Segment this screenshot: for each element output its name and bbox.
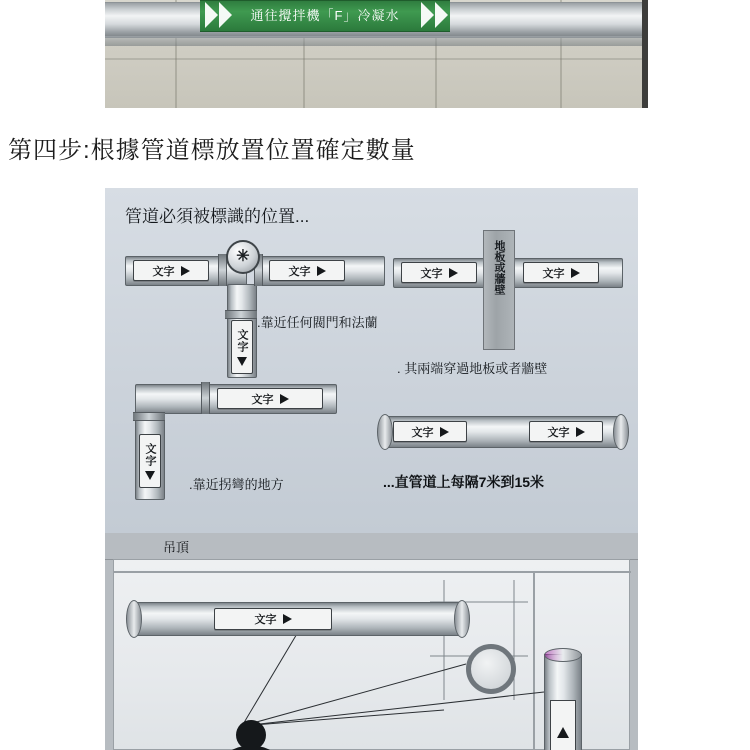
flow-arrow-icon (421, 2, 434, 28)
pipe-marker-tag (529, 421, 603, 442)
pipe-sleeve-icon (466, 644, 516, 694)
note-wall: . 其兩端穿過地板或者牆壁 (397, 361, 548, 376)
flow-arrow-icon (219, 2, 232, 28)
arrow-right-icon (181, 266, 190, 276)
tag-text: 文字 (547, 426, 570, 439)
wall-horizontal-line (105, 58, 648, 60)
tag-text: 文字 (236, 328, 248, 353)
top-photo (105, 0, 648, 108)
note-valve: .靠近任何閥門和法蘭 (257, 315, 378, 330)
pipe-marker-tag (214, 608, 332, 630)
arrow-right-icon (440, 427, 449, 437)
tag-text: 文字 (254, 614, 277, 626)
arrow-right-icon (449, 268, 458, 278)
arrow-right-icon (571, 268, 580, 278)
note-elbow: .靠近拐彎的地方 (189, 477, 284, 492)
room-interior (113, 559, 630, 750)
tag-text: 文字 (251, 393, 274, 406)
diagram-title: 管道必須被標識的位置... (125, 207, 310, 226)
pipe-end-cap (454, 600, 470, 638)
tag-text: 文字 (542, 267, 565, 280)
tag-text: 文字 (144, 442, 156, 467)
riser-pipe-top (544, 648, 582, 662)
pipe-marker-tag (269, 260, 345, 281)
pipe-collar (133, 412, 165, 421)
ceiling-label: 吊頂 (163, 540, 190, 555)
arrow-right-icon (317, 266, 326, 276)
tag-text: 文字 (288, 265, 311, 278)
arrow-down-icon (237, 357, 247, 366)
arrow-up-icon (557, 727, 569, 738)
pipe-marker-tag (401, 262, 477, 283)
valve-icon: ✳ (226, 240, 260, 274)
pipe-marker-tag (523, 262, 599, 283)
pipe-end-cap (377, 414, 393, 450)
photo-pipe-label: 通往攪拌機「F」冷凝水 (200, 0, 450, 32)
tag-text: 文字 (411, 426, 434, 439)
note-straight-run: ...直管道上每隔7米到15米 (383, 474, 545, 490)
riser-marker-tag (550, 700, 576, 750)
flow-arrow-icon (205, 2, 218, 28)
pipe-end-cap (613, 414, 629, 450)
arrow-right-icon (280, 394, 289, 404)
flow-arrow-icon (435, 2, 448, 28)
arrow-right-icon (576, 427, 585, 437)
pipe-marker-tag (393, 421, 467, 442)
pipe-marker-tag (133, 260, 209, 281)
person-silhouette (214, 720, 288, 750)
page-title: 第四步:根據管道標放置位置確定數量 (8, 137, 416, 164)
pipe-end-cap (126, 600, 142, 638)
pipe-collar (201, 382, 210, 414)
tag-text: 文字 (152, 265, 175, 278)
elbow-corner (135, 384, 207, 414)
room-diagram-panel (105, 533, 638, 750)
photo-pipe-shadow (105, 36, 648, 46)
photo-edge (642, 0, 648, 108)
pipe-marker-tag-vertical (139, 434, 161, 488)
pipe-marker-tag (217, 388, 323, 409)
diagram-panel (105, 188, 638, 533)
pipe-collar (225, 310, 257, 319)
pipe-marker-tag-vertical (231, 320, 253, 374)
arrow-down-icon (145, 471, 155, 480)
arrow-right-icon (283, 614, 292, 624)
wall-label: 地板或牆壁 (493, 240, 505, 295)
person-body (214, 746, 288, 750)
tag-text: 文字 (420, 267, 443, 280)
